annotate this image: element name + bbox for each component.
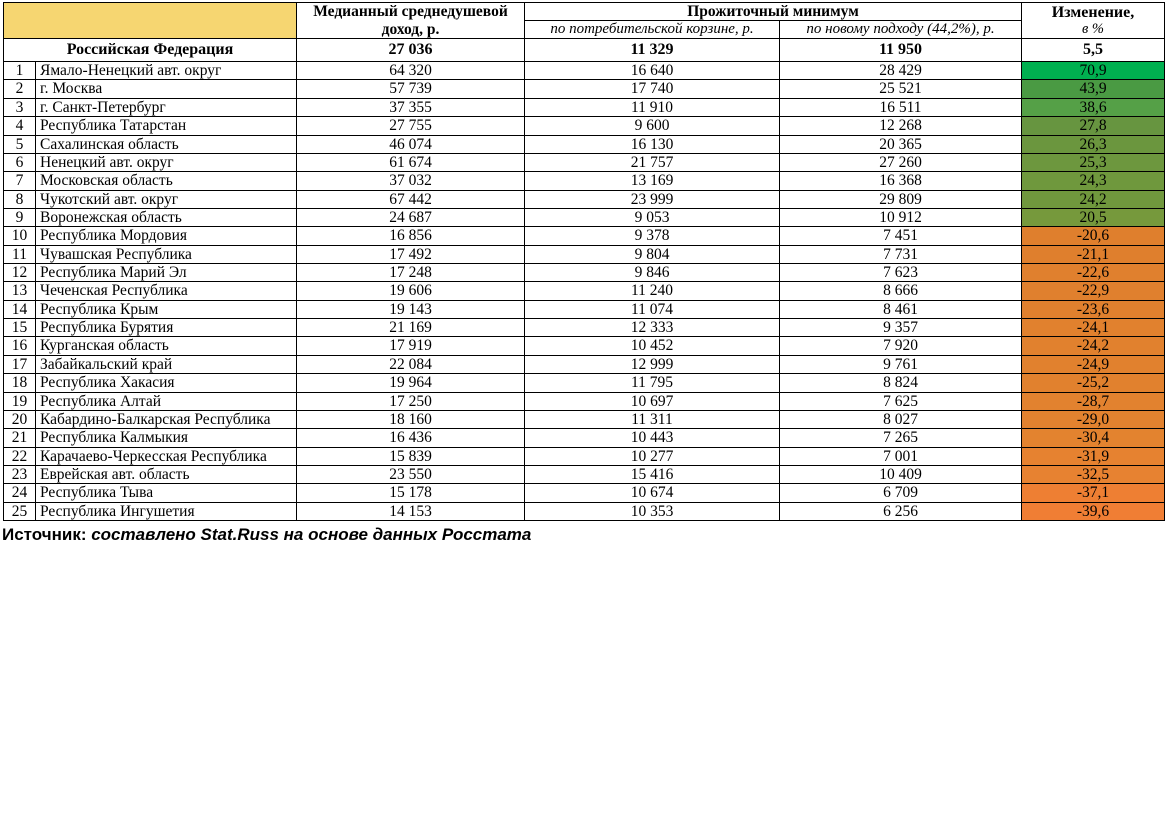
table-row bbox=[4, 355, 1165, 373]
row-region-name: г. Санкт-Петербург bbox=[36, 98, 297, 116]
table-row bbox=[4, 447, 1165, 465]
row-region-name: Республика Мордовия bbox=[36, 227, 297, 245]
row-basket: 23 999 bbox=[525, 190, 780, 208]
row-basket: 10 277 bbox=[525, 447, 780, 465]
header-cell-blank bbox=[4, 3, 297, 39]
header-cell-consumer-basket: по потребительской корзине, р. bbox=[525, 21, 780, 39]
row-change: -22,6 bbox=[1022, 264, 1165, 282]
row-new-approach: 16 368 bbox=[780, 172, 1022, 190]
row-region-name: Кабардино-Балкарская Республика bbox=[36, 410, 297, 428]
header-row-top bbox=[4, 3, 1165, 21]
header-cell-new-approach: по новому подходу (44,2%), р. bbox=[780, 21, 1022, 39]
row-new-approach: 27 260 bbox=[780, 153, 1022, 171]
row-basket: 9 846 bbox=[525, 264, 780, 282]
row-median-income: 14 153 bbox=[297, 502, 525, 520]
row-basket: 9 053 bbox=[525, 208, 780, 226]
row-median-income: 22 084 bbox=[297, 355, 525, 373]
row-new-approach: 10 912 bbox=[780, 208, 1022, 226]
row-median-income: 17 250 bbox=[297, 392, 525, 410]
table-row bbox=[4, 98, 1165, 116]
row-median-income: 67 442 bbox=[297, 190, 525, 208]
table-row bbox=[4, 208, 1165, 226]
row-basket: 11 311 bbox=[525, 410, 780, 428]
row-new-approach: 7 920 bbox=[780, 337, 1022, 355]
table-row bbox=[4, 374, 1165, 392]
row-rank: 23 bbox=[4, 465, 36, 483]
row-rank: 17 bbox=[4, 355, 36, 373]
row-region-name: Республика Хакасия bbox=[36, 374, 297, 392]
row-median-income: 23 550 bbox=[297, 465, 525, 483]
row-change: -32,5 bbox=[1022, 465, 1165, 483]
row-new-approach: 9 761 bbox=[780, 355, 1022, 373]
header-change-label: Изменение, bbox=[1051, 3, 1135, 21]
row-rank: 19 bbox=[4, 392, 36, 410]
row-median-income: 61 674 bbox=[297, 153, 525, 171]
row-region-name: Республика Калмыкия bbox=[36, 429, 297, 447]
row-change: -29,0 bbox=[1022, 410, 1165, 428]
row-region-name: Еврейская авт. область bbox=[36, 465, 297, 483]
row-median-income: 19 964 bbox=[297, 374, 525, 392]
row-change: -24,2 bbox=[1022, 337, 1165, 355]
row-new-approach: 28 429 bbox=[780, 62, 1022, 80]
row-new-approach: 7 623 bbox=[780, 264, 1022, 282]
table-row bbox=[4, 172, 1165, 190]
table-row bbox=[4, 484, 1165, 502]
row-new-approach: 12 268 bbox=[780, 117, 1022, 135]
row-median-income: 17 248 bbox=[297, 264, 525, 282]
row-new-approach: 25 521 bbox=[780, 80, 1022, 98]
row-change: 70,9 bbox=[1022, 62, 1165, 80]
row-rank: 10 bbox=[4, 227, 36, 245]
row-basket: 10 697 bbox=[525, 392, 780, 410]
row-region-name: Ямало-Ненецкий авт. округ bbox=[36, 62, 297, 80]
row-rank: 25 bbox=[4, 502, 36, 520]
row-change: 20,5 bbox=[1022, 208, 1165, 226]
row-rank: 9 bbox=[4, 208, 36, 226]
row-median-income: 24 687 bbox=[297, 208, 525, 226]
header-cell-median-income: Медианный среднедушевой доход, р. bbox=[297, 3, 525, 39]
row-region-name: Курганская область bbox=[36, 337, 297, 355]
row-median-income: 57 739 bbox=[297, 80, 525, 98]
source-label: Источник: bbox=[2, 525, 87, 545]
income-minimum-change-table bbox=[3, 2, 1165, 521]
row-new-approach: 7 625 bbox=[780, 392, 1022, 410]
federation-income: 27 036 bbox=[297, 39, 525, 62]
row-region-name: Чукотский авт. округ bbox=[36, 190, 297, 208]
table-row bbox=[4, 153, 1165, 171]
table-row bbox=[4, 62, 1165, 80]
row-new-approach: 6 256 bbox=[780, 502, 1022, 520]
row-change: 38,6 bbox=[1022, 98, 1165, 116]
federation-name: Российская Федерация bbox=[4, 39, 297, 62]
row-change: -24,9 bbox=[1022, 355, 1165, 373]
row-rank: 2 bbox=[4, 80, 36, 98]
row-rank: 24 bbox=[4, 484, 36, 502]
row-new-approach: 8 666 bbox=[780, 282, 1022, 300]
header-cell-subsistence-minimum: Прожиточный минимум bbox=[525, 3, 1022, 21]
table-row bbox=[4, 337, 1165, 355]
row-change: -24,1 bbox=[1022, 319, 1165, 337]
row-median-income: 37 032 bbox=[297, 172, 525, 190]
row-rank: 21 bbox=[4, 429, 36, 447]
row-median-income: 15 178 bbox=[297, 484, 525, 502]
row-new-approach: 8 461 bbox=[780, 300, 1022, 318]
row-change: 25,3 bbox=[1022, 153, 1165, 171]
row-new-approach: 7 731 bbox=[780, 245, 1022, 263]
row-basket: 11 795 bbox=[525, 374, 780, 392]
row-basket: 10 443 bbox=[525, 429, 780, 447]
row-region-name: Сахалинская область bbox=[36, 135, 297, 153]
row-basket: 11 910 bbox=[525, 98, 780, 116]
row-median-income: 17 919 bbox=[297, 337, 525, 355]
row-rank: 5 bbox=[4, 135, 36, 153]
row-median-income: 21 169 bbox=[297, 319, 525, 337]
row-region-name: Забайкальский край bbox=[36, 355, 297, 373]
row-change: -37,1 bbox=[1022, 484, 1165, 502]
row-median-income: 64 320 bbox=[297, 62, 525, 80]
row-rank: 18 bbox=[4, 374, 36, 392]
federation-basket: 11 329 bbox=[525, 39, 780, 62]
row-rank: 4 bbox=[4, 117, 36, 135]
row-new-approach: 16 511 bbox=[780, 98, 1022, 116]
row-rank: 8 bbox=[4, 190, 36, 208]
row-region-name: Чеченская Республика bbox=[36, 282, 297, 300]
row-region-name: Московская область bbox=[36, 172, 297, 190]
table-row bbox=[4, 465, 1165, 483]
row-region-name: Республика Ингушетия bbox=[36, 502, 297, 520]
row-rank: 15 bbox=[4, 319, 36, 337]
row-region-name: Республика Алтай bbox=[36, 392, 297, 410]
row-change: -22,9 bbox=[1022, 282, 1165, 300]
row-median-income: 37 355 bbox=[297, 98, 525, 116]
row-basket: 9 378 bbox=[525, 227, 780, 245]
federation-change: 5,5 bbox=[1022, 39, 1165, 62]
row-region-name: Карачаево-Черкесская Республика bbox=[36, 447, 297, 465]
row-rank: 22 bbox=[4, 447, 36, 465]
row-change: -28,7 bbox=[1022, 392, 1165, 410]
row-basket: 10 353 bbox=[525, 502, 780, 520]
row-change: 27,8 bbox=[1022, 117, 1165, 135]
row-new-approach: 8 027 bbox=[780, 410, 1022, 428]
table-row bbox=[4, 135, 1165, 153]
row-change: -31,9 bbox=[1022, 447, 1165, 465]
table-row bbox=[4, 190, 1165, 208]
row-basket: 10 674 bbox=[525, 484, 780, 502]
table-body bbox=[4, 39, 1165, 521]
row-change: -25,2 bbox=[1022, 374, 1165, 392]
row-new-approach: 7 001 bbox=[780, 447, 1022, 465]
table-header bbox=[4, 3, 1165, 39]
table-row bbox=[4, 117, 1165, 135]
header-cell-change bbox=[1022, 3, 1165, 39]
row-change: 24,3 bbox=[1022, 172, 1165, 190]
table-row bbox=[4, 392, 1165, 410]
row-region-name: г. Москва bbox=[36, 80, 297, 98]
row-median-income: 17 492 bbox=[297, 245, 525, 263]
row-basket: 9 600 bbox=[525, 117, 780, 135]
row-region-name: Воронежская область bbox=[36, 208, 297, 226]
row-new-approach: 10 409 bbox=[780, 465, 1022, 483]
row-rank: 6 bbox=[4, 153, 36, 171]
row-region-name: Республика Бурятия bbox=[36, 319, 297, 337]
row-median-income: 27 755 bbox=[297, 117, 525, 135]
row-change: -23,6 bbox=[1022, 300, 1165, 318]
row-new-approach: 29 809 bbox=[780, 190, 1022, 208]
row-region-name: Чувашская Республика bbox=[36, 245, 297, 263]
row-new-approach: 7 265 bbox=[780, 429, 1022, 447]
row-new-approach: 7 451 bbox=[780, 227, 1022, 245]
source-text: составлено Stat.Russ на основе данных Росстата bbox=[86, 525, 532, 545]
spreadsheet-table-view bbox=[0, 2, 1165, 840]
table-row bbox=[4, 80, 1165, 98]
row-median-income: 16 436 bbox=[297, 429, 525, 447]
row-new-approach: 8 824 bbox=[780, 374, 1022, 392]
row-rank: 13 bbox=[4, 282, 36, 300]
row-basket: 16 130 bbox=[525, 135, 780, 153]
row-basket: 10 452 bbox=[525, 337, 780, 355]
row-region-name: Республика Марий Эл bbox=[36, 264, 297, 282]
row-change: -20,6 bbox=[1022, 227, 1165, 245]
row-basket: 12 333 bbox=[525, 319, 780, 337]
row-rank: 12 bbox=[4, 264, 36, 282]
row-basket: 13 169 bbox=[525, 172, 780, 190]
row-rank: 3 bbox=[4, 98, 36, 116]
row-median-income: 46 074 bbox=[297, 135, 525, 153]
table-row bbox=[4, 300, 1165, 318]
row-median-income: 16 856 bbox=[297, 227, 525, 245]
row-basket: 21 757 bbox=[525, 153, 780, 171]
row-median-income: 18 160 bbox=[297, 410, 525, 428]
table-row bbox=[4, 245, 1165, 263]
row-new-approach: 6 709 bbox=[780, 484, 1022, 502]
row-change: 26,3 bbox=[1022, 135, 1165, 153]
row-median-income: 19 143 bbox=[297, 300, 525, 318]
row-region-name: Республика Крым bbox=[36, 300, 297, 318]
row-change: -39,6 bbox=[1022, 502, 1165, 520]
row-basket: 16 640 bbox=[525, 62, 780, 80]
row-median-income: 15 839 bbox=[297, 447, 525, 465]
row-basket: 11 074 bbox=[525, 300, 780, 318]
table-row bbox=[4, 502, 1165, 520]
table-row bbox=[4, 410, 1165, 428]
row-region-name: Республика Татарстан bbox=[36, 117, 297, 135]
table-row bbox=[4, 319, 1165, 337]
row-rank: 7 bbox=[4, 172, 36, 190]
row-rank: 11 bbox=[4, 245, 36, 263]
row-median-income: 19 606 bbox=[297, 282, 525, 300]
row-basket: 11 240 bbox=[525, 282, 780, 300]
row-rank: 16 bbox=[4, 337, 36, 355]
row-basket: 15 416 bbox=[525, 465, 780, 483]
table-row-federation bbox=[4, 39, 1165, 62]
header-change-unit: в % bbox=[1082, 21, 1104, 38]
row-rank: 20 bbox=[4, 410, 36, 428]
row-basket: 12 999 bbox=[525, 355, 780, 373]
row-change: 24,2 bbox=[1022, 190, 1165, 208]
row-new-approach: 20 365 bbox=[780, 135, 1022, 153]
row-rank: 14 bbox=[4, 300, 36, 318]
row-region-name: Ненецкий авт. округ bbox=[36, 153, 297, 171]
federation-new-approach: 11 950 bbox=[780, 39, 1022, 62]
row-basket: 9 804 bbox=[525, 245, 780, 263]
row-basket: 17 740 bbox=[525, 80, 780, 98]
table-row bbox=[4, 429, 1165, 447]
table-row bbox=[4, 282, 1165, 300]
table-row bbox=[4, 264, 1165, 282]
row-change: 43,9 bbox=[1022, 80, 1165, 98]
row-change: -21,1 bbox=[1022, 245, 1165, 263]
row-region-name: Республика Тыва bbox=[36, 484, 297, 502]
table-row bbox=[4, 227, 1165, 245]
row-change: -30,4 bbox=[1022, 429, 1165, 447]
source-note bbox=[2, 525, 1165, 545]
row-new-approach: 9 357 bbox=[780, 319, 1022, 337]
row-rank: 1 bbox=[4, 62, 36, 80]
